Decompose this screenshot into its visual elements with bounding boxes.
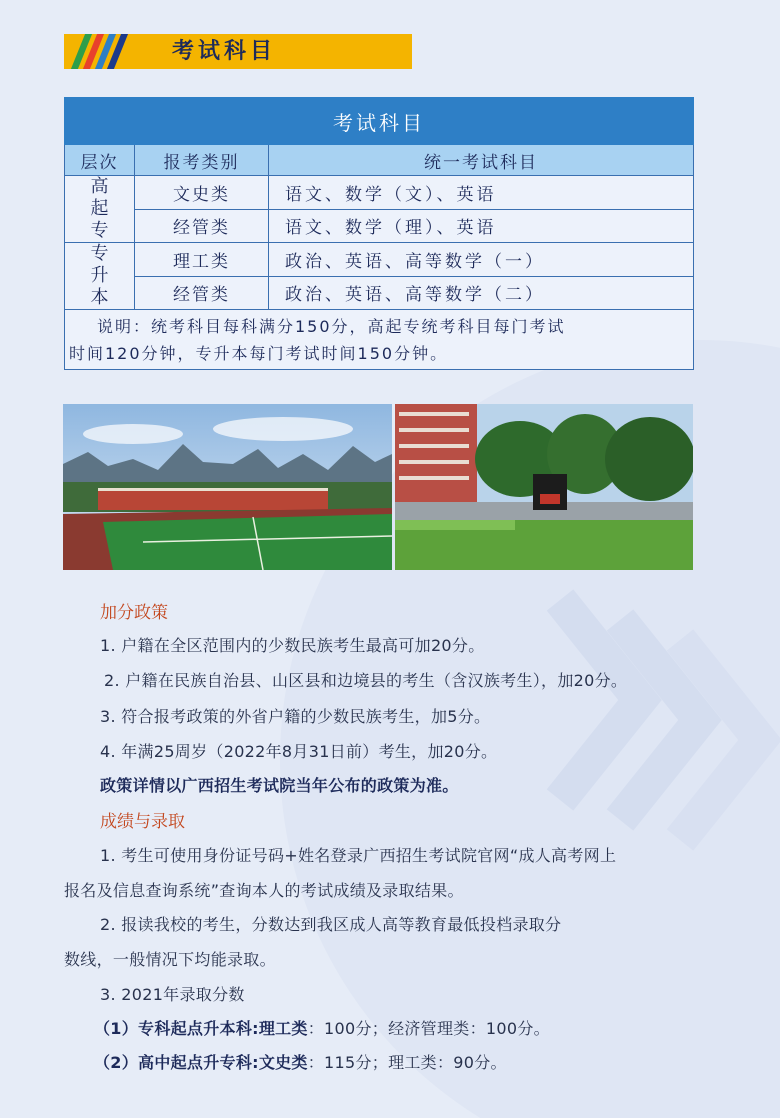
results-p2-line2: 数线，一般情况下均能录取。 bbox=[64, 950, 276, 969]
table-title: 考试科目 bbox=[65, 98, 694, 145]
results-title: 成绩与录取 bbox=[100, 812, 185, 832]
header-subjects: 统一考试科目 bbox=[269, 145, 694, 176]
policy-note: 政策详情以广西招生考试院当年公布的政策为准。 bbox=[100, 776, 459, 795]
subjects-cell: 语文、数学（理）、英语 bbox=[269, 209, 694, 243]
bonus-item-4: 4. 年满25周岁（2022年8月31日前）考生，加20分。 bbox=[100, 742, 498, 761]
campus-locomotive-photo bbox=[395, 404, 693, 570]
category-cell: 经管类 bbox=[135, 276, 269, 310]
category-cell: 经管类 bbox=[135, 209, 269, 243]
level-cell-gaoqizhuan bbox=[65, 176, 135, 243]
bonus-item-2: 2. 户籍在民族自治县、山区县和边境县的考生（含汉族考生），加20分。 bbox=[104, 671, 628, 690]
note-line-2: 时间120分钟，专升本每门考试时间150分钟。 bbox=[69, 344, 449, 363]
header-level: 层次 bbox=[65, 145, 135, 176]
results-p1-line1: 1. 考生可使用身份证号码+姓名登录广西招生考试院官网“成人高考网上 bbox=[100, 846, 617, 865]
bonus-policy-title: 加分政策 bbox=[100, 603, 168, 623]
table-note bbox=[65, 310, 694, 370]
results-p1-line2: 报名及信息查询系统”查询本人的考试成绩及录取结果。 bbox=[64, 881, 464, 900]
score-1-values: ：100分；经济管理类：100分。 bbox=[307, 1019, 550, 1038]
subjects-cell: 政治、英语、高等数学（二） bbox=[269, 276, 694, 310]
note-line-1: 说明：统考科目每科满分150分，高起专统考科目每门考试 bbox=[97, 317, 566, 336]
score-2-values: ：115分；理工类：90分。 bbox=[307, 1053, 507, 1072]
subjects-cell: 政治、英语、高等数学（一） bbox=[269, 243, 694, 277]
banner-title: 考试科目 bbox=[172, 39, 277, 64]
header-category: 报考类别 bbox=[135, 145, 269, 176]
level-label: 专升本 bbox=[90, 243, 111, 308]
score-line-2 bbox=[94, 1050, 507, 1073]
level-label: 高起专 bbox=[90, 176, 111, 241]
score-2-label: （2）高中起点升专科:文史类 bbox=[94, 1053, 308, 1072]
campus-sports-field-photo bbox=[63, 404, 392, 570]
exam-subjects-table bbox=[64, 97, 694, 370]
results-p3: 3. 2021年录取分数 bbox=[100, 985, 245, 1004]
category-cell: 理工类 bbox=[135, 243, 269, 277]
section-banner bbox=[64, 34, 412, 69]
level-cell-zhuanshengben bbox=[65, 243, 135, 310]
bonus-item-3: 3. 符合报考政策的外省户籍的少数民族考生，加5分。 bbox=[100, 707, 491, 726]
subjects-cell: 语文、数学（文）、英语 bbox=[269, 176, 694, 210]
results-p2-line1: 2. 报读我校的考生，分数达到我区成人高等教育最低投档录取分 bbox=[100, 915, 562, 934]
category-cell: 文史类 bbox=[135, 176, 269, 210]
bonus-item-1: 1. 户籍在全区范围内的少数民族考生最高可加20分。 bbox=[100, 636, 485, 655]
score-1-label: （1）专科起点升本科:理工类 bbox=[94, 1019, 308, 1038]
score-line-1 bbox=[94, 1016, 550, 1039]
